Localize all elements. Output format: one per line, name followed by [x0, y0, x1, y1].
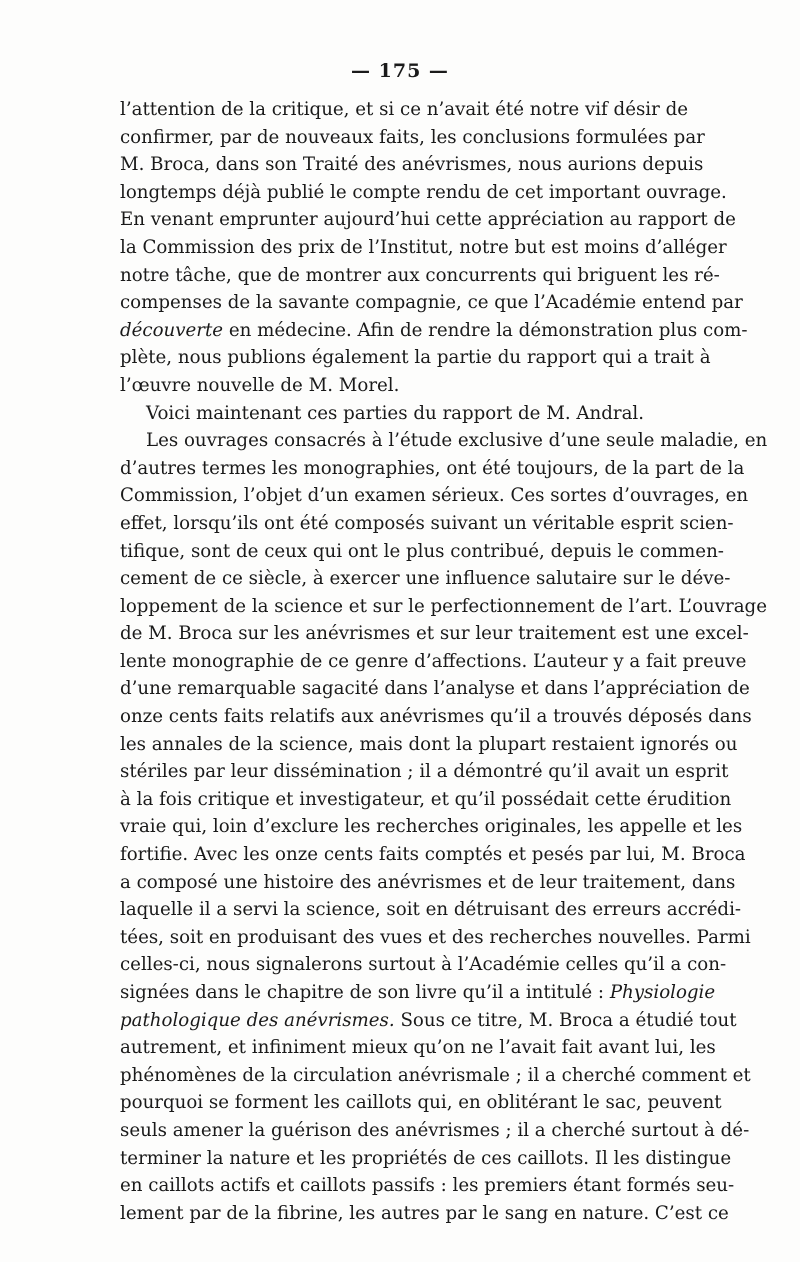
- text-line: notre tâche, que de montrer aux concurrents qui briguent les ré-: [120, 264, 720, 286]
- text-line: l’œuvre nouvelle de M. Morel.: [120, 374, 400, 396]
- text-line-with-italic: découverte en médecine. Afin de rendre la démonstration plus com-: [120, 319, 748, 341]
- text-line: en caillots actifs et caillots passifs : les premiers étant formés seu-: [120, 1175, 735, 1197]
- text-line: stériles par leur dissémination ; il a démontré qu’il avait un esprit: [120, 761, 729, 783]
- text-line: seuls amener la guérison des anévrismes ; il a cherché surtout à dé-: [120, 1119, 750, 1141]
- text-line: loppement de la science et sur le perfectionnement de l’art. L’ouvrage: [120, 595, 767, 617]
- text-line: celles-ci, nous signalerons surtout à l’Académie celles qu’il a con-: [120, 954, 727, 976]
- text-line: lement par de la fibrine, les autres par le sang en nature. C’est ce: [120, 1202, 729, 1224]
- text-line: Commission, l’objet d’un examen sérieux. Ces sortes d’ouvrages, en: [120, 485, 749, 507]
- text-line: plète, nous publions également la partie du rapport qui a trait à: [120, 347, 711, 369]
- italic-phrase: Physiologie: [609, 982, 716, 1003]
- text-line: les annales de la science, mais dont la plupart restaient ignorés ou: [120, 733, 738, 755]
- body-text: [120, 96, 768, 1227]
- text-line: fortifie. Avec les onze cents faits comptés et pesés par lui, M. Broca: [120, 844, 746, 866]
- text-line: Voici maintenant ces parties du rapport de M. Andral.: [146, 402, 645, 424]
- text-line: Les ouvrages consacrés à l’étude exclusive d’une seule maladie, en: [146, 430, 768, 452]
- text-line-with-italic: signées dans le chapitre de son livre qu’il a intitulé : Physiologie: [120, 982, 716, 1003]
- text-line: laquelle il a servi la science, soit en détruisant des erreurs accrédi-: [120, 899, 742, 921]
- italic-phrase: découverte: [120, 319, 224, 341]
- text-line: cement de ce siècle, à exercer une influence salutaire sur le déve-: [120, 568, 731, 590]
- text-line: confirmer, par de nouveaux faits, les conclusions formulées par: [120, 126, 705, 148]
- page-number: — 175 —: [351, 60, 449, 82]
- text-line-with-italic: pathologique des anévrismes. Sous ce titre, M. Broca a étudié tout: [120, 1009, 737, 1031]
- text-line: de M. Broca sur les anévrismes et sur leur traitement est une excel-: [120, 623, 749, 645]
- text-line: phénomènes de la circulation anévrismale ; il a cherché comment et: [120, 1064, 751, 1086]
- text-line: lente monographie de ce genre d’affections. L’auteur y a fait preuve: [120, 650, 747, 672]
- text-line: a composé une histoire des anévrismes et de leur traitement, dans: [120, 871, 736, 893]
- text-line: vraie qui, loin d’exclure les recherches originales, les appelle et les: [120, 816, 743, 838]
- text-line: d’autres termes les monographies, ont été toujours, de la part de la: [120, 457, 745, 479]
- text-line: la Commission des prix de l’Institut, notre but est moins d’alléger: [120, 236, 727, 258]
- text-line: tées, soit en produisant des vues et des recherches nouvelles. Parmi: [120, 926, 751, 948]
- text-line: d’une remarquable sagacité dans l’analyse et dans l’appréciation de: [120, 678, 750, 700]
- text-line: compenses de la savante compagnie, ce que l’Académie entend par: [120, 292, 743, 314]
- text-line: onze cents faits relatifs aux anévrismes qu’il a trouvés déposés dans: [120, 706, 752, 728]
- text-line: En venant emprunter aujourd’hui cette appréciation au rapport de: [120, 209, 736, 231]
- text-line: autrement, et infiniment mieux qu’on ne l’avait fait avant lui, les: [120, 1037, 716, 1059]
- text-line: tifique, sont de ceux qui ont le plus contribué, depuis le commen-: [120, 540, 724, 562]
- text-line: l’attention de la critique, et si ce n’avait été notre vif désir de: [120, 99, 688, 120]
- text-line: terminer la nature et les propriétés de ces caillots. Il les distingue: [120, 1147, 732, 1169]
- text-line: effet, lorsqu’ils ont été composés suivant un véritable esprit scien-: [120, 512, 734, 534]
- text-line: à la fois critique et investigateur, et qu’il possédait cette érudition: [120, 788, 732, 810]
- text-line: M. Broca, dans son Traité des anévrismes, nous aurions depuis: [120, 154, 704, 176]
- text-line: pourquoi se forment les caillots qui, en oblitérant le sac, peuvent: [120, 1092, 722, 1114]
- italic-phrase: pathologique des anévrismes.: [120, 1009, 395, 1031]
- text-line: longtemps déjà publié le compte rendu de cet important ouvrage.: [120, 181, 727, 203]
